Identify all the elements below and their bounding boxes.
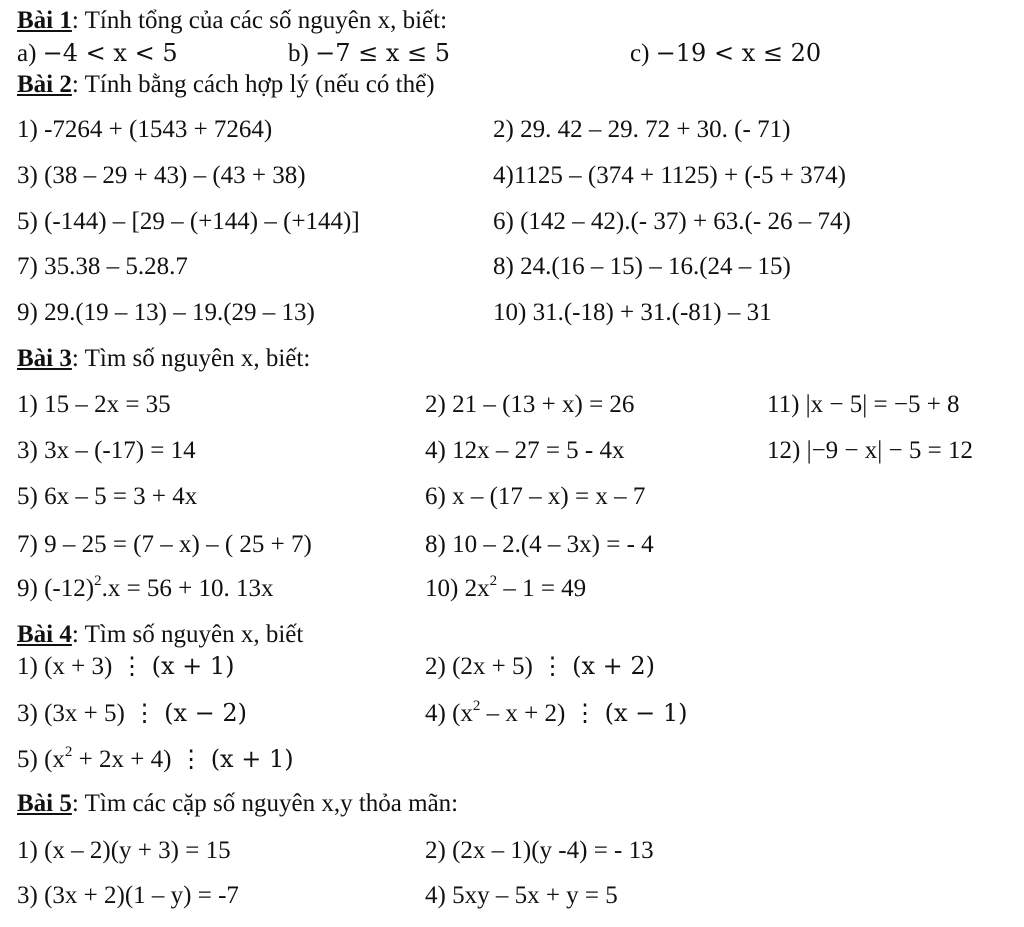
bai2-item-7: 7) 35.38 – 5.28.7 bbox=[17, 253, 188, 280]
bai3-item-1: 1) 15 – 2x = 35 bbox=[17, 391, 171, 418]
bai3-item-12: 12) |−9 − x| − 5 = 12 bbox=[767, 437, 973, 464]
bai3-item-8: 8) 10 – 2.(4 – 3x) = - 4 bbox=[425, 531, 654, 558]
bai2-item-8: 8) 24.(16 – 15) – 16.(24 – 15) bbox=[493, 253, 791, 280]
bai1-item-b: b) −7 ≤ x ≤ 5 bbox=[288, 39, 450, 67]
bai5-item-2: 2) (2x – 1)(y -4) = - 13 bbox=[425, 837, 654, 864]
bai4-item-4: 4) $(x^2 - x + 2)$ ⋮ (x − 1) bbox=[425, 697, 688, 727]
bai3-item-5: 5) 6x – 5 = 3 + 4x bbox=[17, 483, 198, 510]
bai5-heading bbox=[17, 789, 458, 819]
bai5-label: Bài 5 bbox=[17, 790, 72, 817]
bai2-item-2: 2) 29. 42 – 29. 72 + 30. (- 71) bbox=[493, 116, 791, 143]
bai1-title: : Tính tổng của các số nguyên x, biết: bbox=[71, 7, 448, 34]
bai1-heading bbox=[17, 6, 447, 36]
bai5-item-1: 1) (x – 2)(y + 3) = 15 bbox=[17, 837, 231, 864]
bai1-item-c: c) −19 < x ≤ 20 bbox=[630, 39, 822, 67]
bai2-item-1: 1) -7264 + (1543 + 7264) bbox=[17, 116, 273, 143]
bai2-item-3: 3) (38 – 29 + 43) – (43 + 38) bbox=[17, 162, 306, 189]
bai3-item-7: 7) 9 – 25 = (7 – x) – ( 25 + 7) bbox=[17, 531, 312, 558]
bai3-item-6: 6) x – (17 – x) = x – 7 bbox=[425, 483, 646, 510]
bai2-item-5: 5) (-144) – [29 – (+144) – (+144)] bbox=[17, 208, 360, 235]
bai2-item-6: 6) (142 – 42).(- 37) + 63.(- 26 – 74) bbox=[493, 208, 851, 235]
bai3-label: Bài 3 bbox=[17, 345, 72, 372]
bai2-item-10: 10) 31.(-18) + 31.(-81) – 31 bbox=[493, 299, 772, 326]
bai3-item-10: 10) $2x^2 - 1 = 49$ bbox=[425, 572, 587, 602]
bai4-item-3: 3) (3x + 5) ⋮ (x − 2) bbox=[17, 699, 247, 727]
bai4-item-2: 2) (2x + 5) ⋮ (x + 2) bbox=[425, 652, 655, 680]
bai3-item-2: 2) 21 – (13 + x) = 26 bbox=[425, 391, 635, 418]
bai2-item-9: 9) 29.(19 – 13) – 19.(29 – 13) bbox=[17, 299, 315, 326]
bai4-item-5: 5) $(x^2 + 2x + 4)$ ⋮ (x + 1) bbox=[17, 743, 294, 773]
bai5-item-3: 3) (3x + 2)(1 – y) = -7 bbox=[17, 882, 239, 909]
bai3-item-4: 4) 12x – 27 = 5 - 4x bbox=[425, 437, 625, 464]
bai2-item-4: 4)1125 – (374 + 1125) + (-5 + 374) bbox=[493, 162, 846, 189]
bai3-heading bbox=[17, 344, 310, 374]
bai2-title: : Tính bằng cách hợp lý (nếu có thể) bbox=[71, 71, 435, 98]
bai1-item-a: a) −4 < x < 5 bbox=[17, 39, 178, 67]
bai4-title: : Tìm số nguyên x, biết bbox=[71, 621, 304, 648]
bai3-item-3: 3) 3x – (-17) = 14 bbox=[17, 437, 196, 464]
bai4-heading bbox=[17, 620, 303, 650]
bai5-title: : Tìm các cặp số nguyên x,y thỏa mãn: bbox=[71, 790, 459, 817]
bai5-item-4: 4) 5xy – 5x + y = 5 bbox=[425, 882, 618, 909]
bai4-item-1: 1) (x + 3) ⋮ (x + 1) bbox=[17, 652, 235, 680]
bai3-item-9: 9) $(-12)^2.x = 56 + 10$. 13x bbox=[17, 572, 274, 602]
bai1-label: Bài 1 bbox=[17, 7, 72, 34]
bai2-label: Bài 2 bbox=[17, 71, 72, 98]
bai3-title: : Tìm số nguyên x, biết: bbox=[71, 345, 311, 372]
bai2-heading bbox=[17, 70, 435, 100]
bai4-label: Bài 4 bbox=[17, 621, 72, 648]
bai3-item-11: 11) |x − 5| = −5 + 8 bbox=[767, 391, 960, 418]
